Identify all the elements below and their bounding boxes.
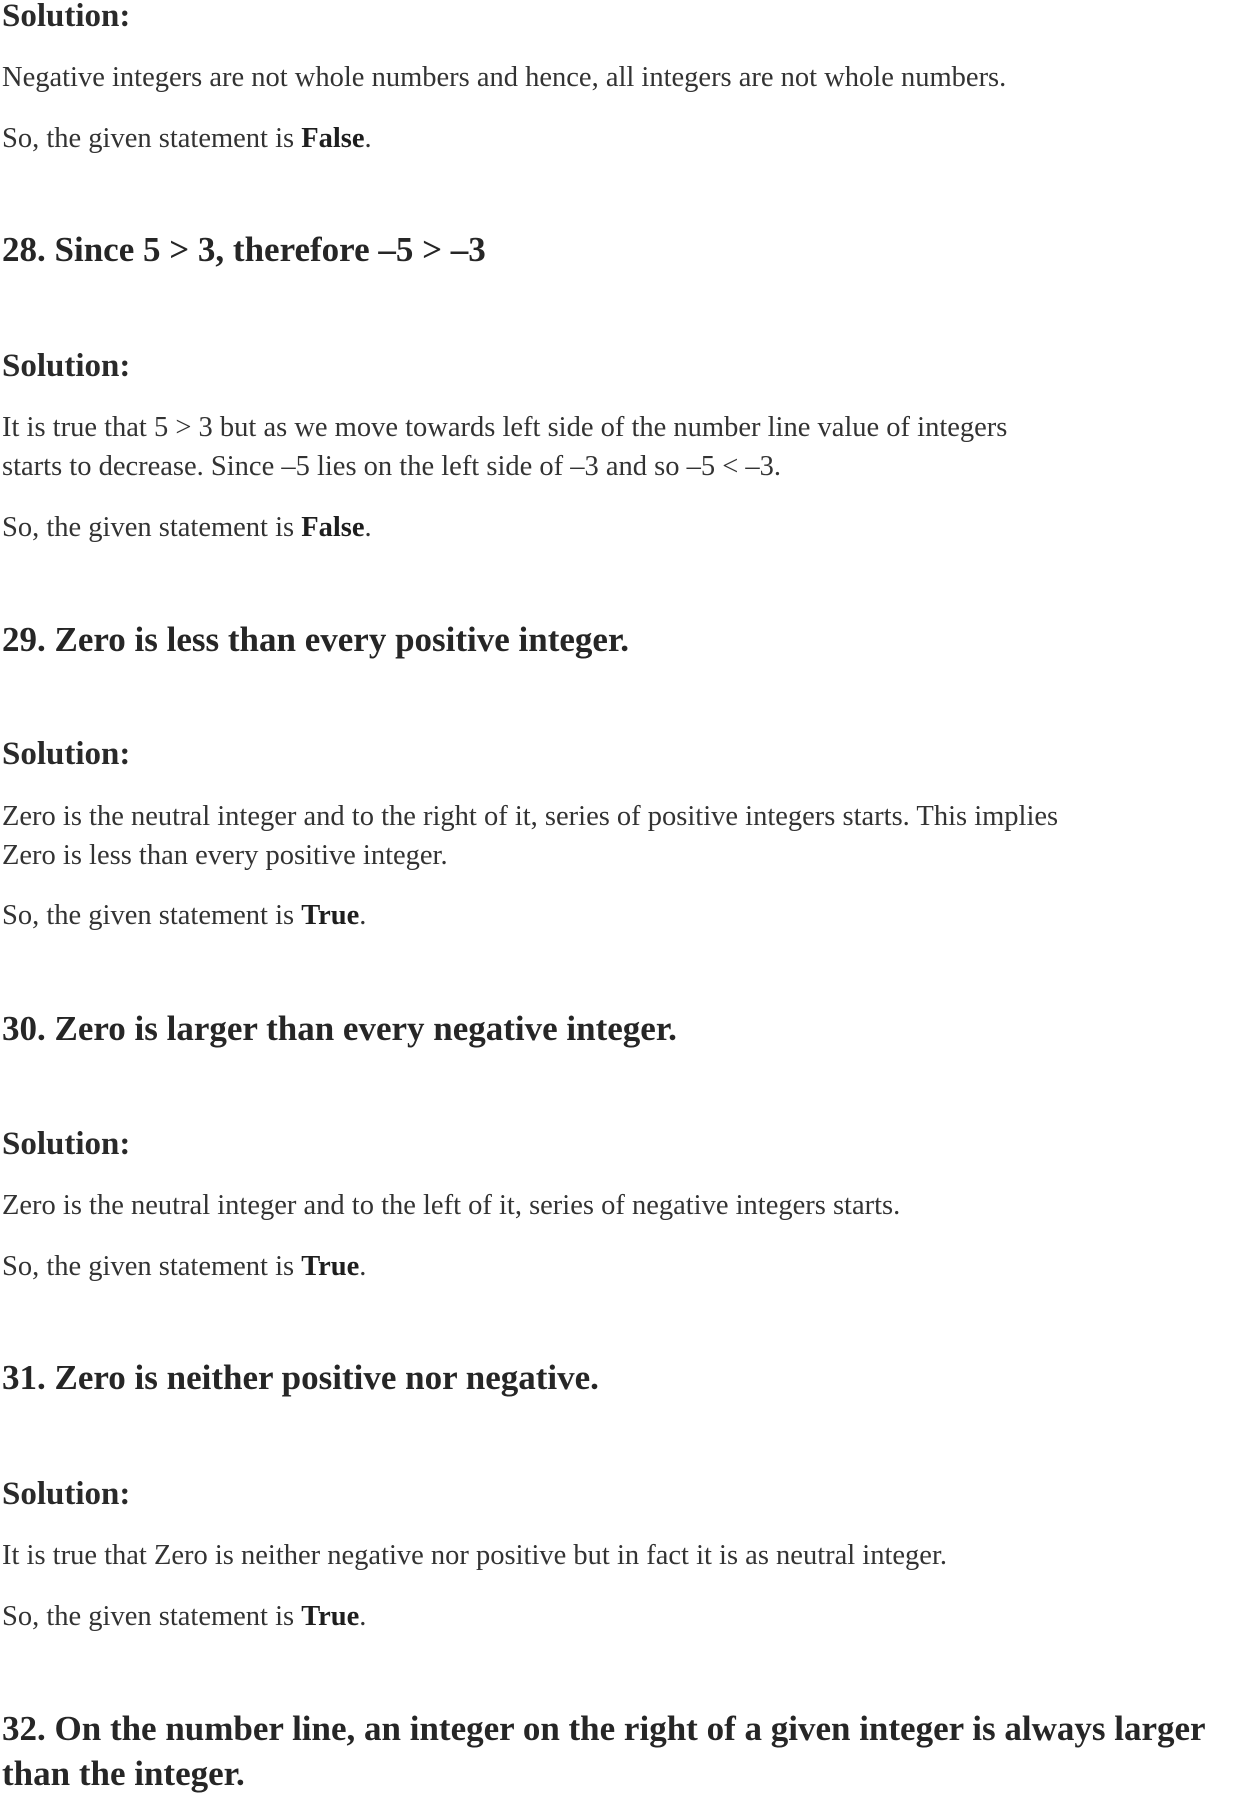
question-32: 32. On the number line, an integer on the right of a given integer is always larger than the integer.	[2, 1709, 1205, 1793]
conclusion-suffix: .	[364, 123, 372, 154]
conclusion-suffix: .	[364, 512, 372, 543]
conclusion-answer: False	[301, 512, 365, 543]
solution-heading: Solution:	[2, 1476, 131, 1512]
conclusion-prefix: So, the given statement is	[2, 900, 302, 931]
question-31: 31. Zero is neither positive nor negative.	[2, 1358, 599, 1397]
solution-heading: Solution:	[2, 348, 131, 384]
conclusion-prefix: So, the given statement is	[2, 123, 302, 154]
solution-text-line: Zero is the neutral integer and to the right of it, series of positive integers starts. This implies	[2, 801, 1059, 832]
solution-text-line: It is true that 5 > 3 but as we move towards left side of the number line value of integers	[2, 412, 1008, 443]
conclusion-suffix: .	[359, 1251, 367, 1282]
conclusion-suffix: .	[359, 900, 367, 931]
solution-text-line: Zero is the neutral integer and to the left of it, series of negative integers starts.	[2, 1190, 901, 1221]
conclusion-answer: False	[301, 123, 365, 154]
solution-text-line: Zero is less than every positive integer.	[2, 840, 448, 871]
solution-conclusion	[2, 1247, 366, 1286]
conclusion-suffix: .	[359, 1601, 367, 1632]
solution-conclusion	[2, 508, 372, 547]
question-29: 29. Zero is less than every positive integer.	[2, 620, 630, 659]
conclusion-answer: True	[301, 1601, 360, 1632]
solution-heading: Solution:	[2, 736, 131, 772]
solution-heading: Solution:	[2, 1126, 131, 1162]
conclusion-answer: True	[301, 1251, 360, 1282]
solution-text-line: It is true that Zero is neither negative nor positive but in fact it is as neutral integer.	[2, 1540, 947, 1571]
solution-text-line: Negative integers are not whole numbers and hence, all integers are not whole numbers.	[2, 62, 1007, 93]
conclusion-prefix: So, the given statement is	[2, 1251, 302, 1282]
question-28: 28. Since 5 > 3, therefore –5 > –3	[2, 230, 486, 269]
conclusion-prefix: So, the given statement is	[2, 1601, 302, 1632]
solution-conclusion	[2, 896, 366, 935]
conclusion-answer: True	[301, 900, 360, 931]
conclusion-prefix: So, the given statement is	[2, 512, 302, 543]
solution-conclusion	[2, 119, 372, 158]
solution-text-line: starts to decrease. Since –5 lies on the left side of –3 and so –5 < –3.	[2, 451, 782, 482]
solution-conclusion	[2, 1597, 366, 1636]
question-30: 30. Zero is larger than every negative integer.	[2, 1009, 677, 1048]
solution-heading: Solution:	[2, 0, 131, 34]
